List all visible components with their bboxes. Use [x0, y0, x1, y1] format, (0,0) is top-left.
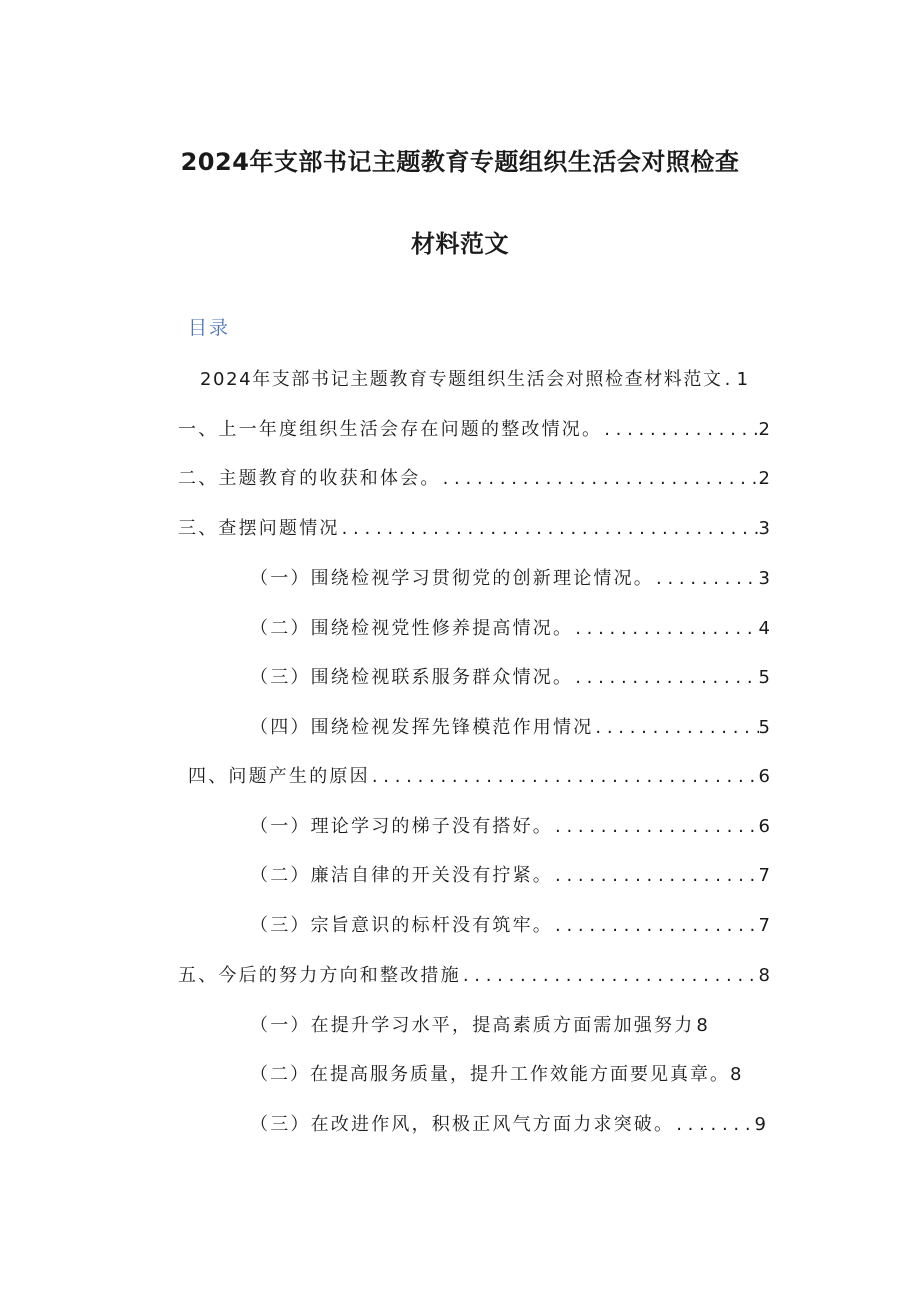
toc-entry-page: 5: [758, 667, 770, 688]
toc-dot-leader: [461, 965, 759, 986]
toc-entry-label: （二）廉洁自律的开关没有拧紧。: [250, 865, 553, 886]
toc-entry-page: 7: [758, 915, 770, 936]
toc-entry-page: 3: [758, 518, 770, 539]
toc-entry-section-1[interactable]: [178, 415, 770, 441]
toc-dot-leader: [674, 1114, 754, 1135]
toc-entry-label: （三）宗旨意识的标杆没有筑牢。: [250, 915, 553, 936]
toc-entry-subsection-3-2[interactable]: [250, 614, 770, 640]
toc-entry-title[interactable]: [200, 365, 790, 391]
toc-entry-page: 4: [758, 618, 770, 639]
toc-entry-page: 5: [758, 717, 770, 738]
toc-entry-label: （三）围绕检视联系服务群众情况。: [250, 667, 574, 688]
toc-entry-label: （二）在提高服务质量，提升工作效能方面要见真章。: [250, 1064, 730, 1085]
toc-entry-label: （二）围绕检视党性修养提高情况。: [250, 618, 574, 639]
toc-dot-leader: [553, 915, 759, 936]
toc-entry-subsection-3-4[interactable]: [250, 713, 770, 739]
toc-entry-subsection-3-1[interactable]: [250, 564, 770, 590]
toc-entry-subsection-5-1[interactable]: [250, 1011, 750, 1037]
toc-dot-leader: [553, 816, 759, 837]
toc-entry-label: （一）理论学习的梯子没有搭好。: [250, 816, 553, 837]
toc-entry-section-4[interactable]: [188, 762, 770, 788]
toc-dot-leader: [723, 369, 737, 390]
toc-entry-label: （一）在提升学习水平，提高素质方面需加强努力: [250, 1015, 695, 1036]
toc-entry-subsection-4-2[interactable]: [250, 861, 770, 887]
toc-dot-leader: [441, 468, 759, 489]
document-title-line-1: 2024年支部书记主题教育专题组织生活会对照检查: [180, 148, 740, 176]
toc-entry-label: 四、问题产生的原因: [188, 766, 370, 787]
toc-entry-label: 2024年支部书记主题教育专题组织生活会对照检查材料范文: [200, 369, 723, 390]
toc-entry-section-3[interactable]: [178, 514, 770, 540]
toc-entry-page: 3: [758, 568, 770, 589]
toc-entry-label: （一）围绕检视学习贯彻党的创新理论情况。: [250, 568, 654, 589]
toc-dot-leader: [553, 865, 759, 886]
toc-entry-page: 6: [758, 766, 770, 787]
toc-entry-section-2[interactable]: [178, 464, 770, 490]
toc-entry-section-5[interactable]: [178, 961, 770, 987]
toc-entry-page: 1: [736, 369, 749, 390]
toc-dot-leader: [573, 667, 758, 688]
toc-entry-subsection-4-1[interactable]: [250, 812, 770, 838]
toc-entry-page: 7: [758, 865, 770, 886]
toc-entry-subsection-4-3[interactable]: [250, 911, 770, 937]
toc-entry-label: 三、查摆问题情况: [178, 518, 340, 539]
toc-dot-leader: [573, 618, 758, 639]
document-title-line-2: 材料范文: [411, 230, 509, 258]
toc-heading: 目录: [188, 317, 231, 339]
toc-entry-page: 6: [758, 816, 770, 837]
toc-entry-page: 2: [758, 419, 770, 440]
toc-dot-leader: [602, 419, 758, 440]
toc-entry-label: （四）围绕检视发挥先锋模范作用情况: [250, 717, 594, 738]
toc-entry-page: 9: [754, 1114, 766, 1135]
toc-entry-page: 8: [730, 1064, 742, 1085]
toc-dot-leader: [370, 766, 759, 787]
toc-entry-subsection-3-3[interactable]: [250, 663, 770, 689]
toc-entry-page: 2: [758, 468, 770, 489]
toc-entry-page: 8: [758, 965, 770, 986]
toc-dot-leader: [340, 518, 759, 539]
toc-dot-leader: [654, 568, 759, 589]
toc-entry-subsection-5-3[interactable]: [250, 1110, 766, 1136]
toc-entry-subsection-5-2[interactable]: [250, 1060, 780, 1086]
toc-entry-label: （三）在改进作风，积极正风气方面力求突破。: [250, 1114, 675, 1135]
toc-entry-label: 五、今后的努力方向和整改措施: [178, 965, 461, 986]
toc-entry-label: 二、主题教育的收获和体会。: [178, 468, 441, 489]
toc-entry-page: 8: [696, 1015, 708, 1036]
toc-dot-leader: [593, 717, 758, 738]
toc-entry-label: 一、上一年度组织生活会存在问题的整改情况。: [178, 419, 603, 440]
